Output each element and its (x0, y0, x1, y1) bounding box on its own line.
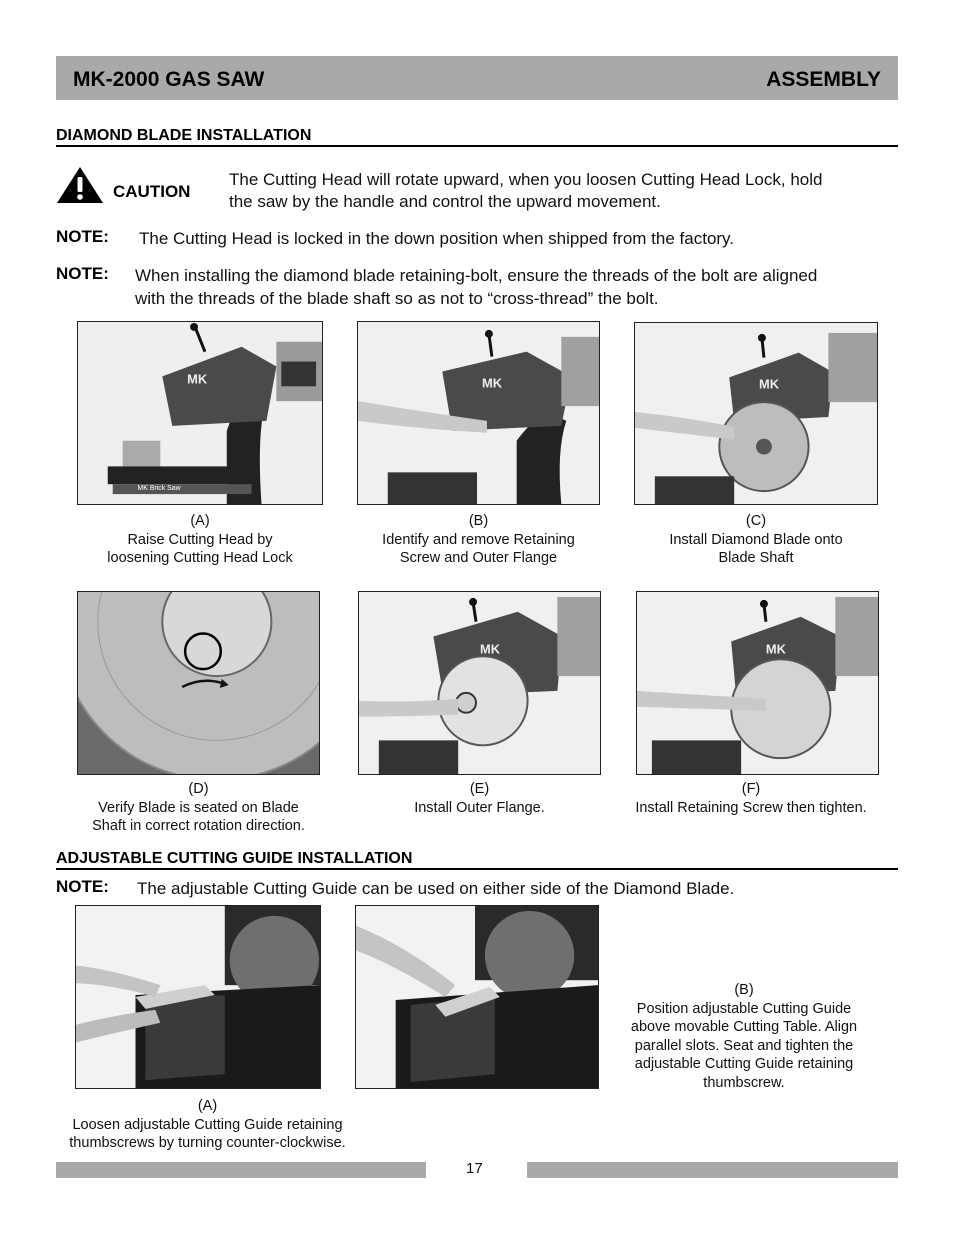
caption-guide-a (50, 1097, 365, 1153)
caption-line: thumbscrew. (703, 1074, 785, 1091)
caption-line: thumbscrews by turning counter-clockwise. (69, 1135, 346, 1151)
caption-letter: (F) (741, 781, 761, 797)
caption-letter: (E) (469, 781, 490, 797)
note-label-1: NOTE: (56, 227, 109, 246)
caption-guide-b (613, 981, 875, 1092)
note-text-2-line2: with the threads of the blade shaft so as not to “cross-thread” the bolt. (135, 289, 659, 308)
photo-guide-a (75, 905, 321, 1089)
caption-line: Raise Cutting Head by (127, 531, 273, 548)
section-rule (56, 868, 898, 870)
caption-line: above movable Cutting Table. Align (630, 1019, 858, 1035)
caption-letter: (A) (197, 1098, 218, 1114)
caption-letter: (D) (188, 781, 209, 797)
photo-step-d (77, 591, 320, 775)
note-text-3: The adjustable Cutting Guide can be used on either side of the Diamond Blade. (137, 879, 735, 898)
caption-step-c (634, 512, 878, 568)
section-rule (56, 145, 898, 147)
caption-step-a (77, 512, 323, 568)
warning-icon (56, 166, 104, 204)
caption-line: Install Outer Flange. (414, 799, 545, 816)
caption-line: Identify and remove Retaining (382, 531, 575, 548)
document-title: MK-2000 GAS SAW (73, 68, 265, 91)
caption-letter: (B) (734, 982, 754, 998)
caption-line: Install Diamond Blade onto (669, 531, 843, 548)
caption-step-b (357, 512, 600, 568)
footer-bar-left (56, 1162, 426, 1178)
photo-logo: MK (481, 375, 502, 391)
caption-letter: (C) (745, 513, 767, 529)
caution-label: CAUTION (113, 182, 191, 201)
note-label-2: NOTE: (56, 264, 109, 283)
caption-line: adjustable Cutting Guide retaining (634, 1056, 854, 1072)
caption-line: Loosen adjustable Cutting Guide retaining (72, 1116, 343, 1133)
caption-line: Shaft in correct rotation direction. (92, 818, 305, 834)
caption-line: parallel slots. Seat and tighten the (634, 1037, 854, 1054)
caption-line: Screw and Outer Flange (399, 550, 558, 566)
photo-step-f (636, 591, 879, 775)
note-text-2-line1: When installing the diamond blade retaining-bolt, ensure the threads of the bolt are aligned (135, 266, 818, 285)
photo-logo: MK (758, 376, 780, 392)
photo-step-e (358, 591, 601, 775)
footer-bar-right (527, 1162, 898, 1178)
photo-brand-text: MK Brick Saw (137, 485, 181, 493)
caption-line: Position adjustable Cutting Guide (636, 1000, 852, 1017)
caution-text-line1: The Cutting Head will rotate upward, when you loosen Cutting Head Lock, hold (229, 170, 823, 189)
section-title-cutting-guide: ADJUSTABLE CUTTING GUIDE INSTALLATION (56, 850, 413, 867)
caption-step-d (77, 780, 320, 836)
note-text-1: The Cutting Head is locked in the down position when shipped from the factory. (139, 229, 735, 248)
caption-line: Blade Shaft (718, 550, 794, 566)
caption-line: Install Retaining Screw then tighten. (635, 799, 867, 816)
photo-step-a (77, 321, 323, 505)
caption-step-e (358, 780, 601, 817)
photo-logo: MK (765, 641, 786, 657)
caption-line: loosening Cutting Head Lock (107, 550, 293, 566)
section-title-diamond-blade: DIAMOND BLADE INSTALLATION (56, 127, 312, 144)
photo-logo: MK (479, 641, 501, 657)
caption-letter: (A) (190, 513, 210, 529)
caption-step-f (616, 780, 886, 817)
caption-line: Verify Blade is seated on Blade (98, 799, 299, 816)
photo-step-c (634, 322, 878, 505)
photo-logo: MK (187, 371, 208, 387)
photo-step-b (357, 321, 600, 505)
caption-letter: (B) (468, 513, 489, 529)
caution-text-line2: the saw by the handle and control the upward movement. (229, 192, 661, 211)
page-number: 17 (466, 1160, 483, 1177)
photo-guide-b (355, 905, 599, 1089)
note-label-3: NOTE: (56, 877, 109, 896)
section-name: ASSEMBLY (766, 68, 881, 91)
